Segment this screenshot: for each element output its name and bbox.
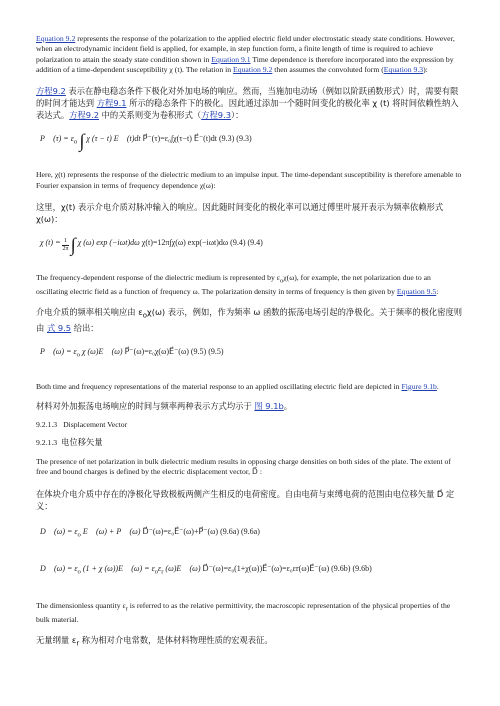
equation-lhs: D⃗ (ω) = ε: [40, 564, 78, 574]
subscript: r: [76, 640, 80, 649]
fraction-denominator: 2π: [62, 246, 69, 253]
text: 中的关系则变为卷积形式（: [99, 109, 202, 120]
paragraph-zh-2: 这里，χ(t) 表示介电介质对脉冲输入的响应。因此随时间变化的极化率可以通过傅里叶展开表示为频率依赖形式 χ(ω)：: [36, 202, 444, 225]
equation-9-5: [40, 346, 464, 362]
text: 给出：: [71, 323, 99, 334]
text: .: [436, 381, 439, 391]
subscript: o: [73, 138, 78, 146]
subscript: o: [77, 531, 81, 539]
text: 。: [283, 401, 293, 412]
text: :: [436, 286, 439, 296]
equation-middle: (1 + χ (ω))E⃗ (ω) = ε: [82, 564, 155, 574]
text: 无量纲量 ε: [36, 635, 77, 646]
text: ):: [423, 65, 428, 75]
text: χ(ω), for example, the net polarization due to an oscillating electric field as a function of frequency ω. The polarization density in terms of frequency is then given by: [36, 273, 431, 296]
paragraph-zh-5: 在体块介电介质中存在的净极化导致极板两侧产生相反的电荷密度。自由电荷与束缚电荷的范围由电位移矢量 D⃗ 定义：: [36, 488, 455, 511]
fraction-numerator: 1: [63, 238, 67, 245]
text: is referred to as the relative permittivity, the macroscopic representation of the physical properties of the bulk material.: [36, 601, 451, 624]
equation-9-2-link-zh[interactable]: 方程9.2: [69, 109, 99, 120]
subscript: o: [142, 312, 147, 321]
equation-9-1-link-zh[interactable]: 方程9.1: [96, 97, 127, 108]
equation-lhs: χ (t) =: [40, 238, 61, 248]
text: χ(ω) 表示，例如，作为频率 ω 函数的振荡电场引起的净极化。关于频率的极化密度则由: [36, 307, 463, 334]
section-title: Displacement Vector: [63, 420, 128, 430]
equation-alt-text: D⃗⁻(ω)=ε₀(1+χ(ω))E⃗⁻(ω)=ε₀εr(ω)E⃗⁻(ω) (9.6b) (9.6b): [202, 564, 372, 574]
equation-9-6b: [40, 563, 464, 579]
equation-9-5-link-zh[interactable]: 式 9.5: [46, 323, 72, 334]
equation-alt-text: χ(t)=12π∫χ(ω) exp(−iωt)dω (9.4) (9.4): [141, 238, 263, 248]
text: Time dependence is therefore incorporated into the expression by addition of a time-dependent susceptibility χ (t). The relation in: [36, 54, 454, 75]
text: 介电介质的频率相关响应由 ε: [36, 307, 143, 318]
equation-lhs: P⃗ (τ) = ε: [40, 133, 74, 143]
integral-sign: ∫: [79, 130, 85, 152]
section-number: 9.2.1.3: [36, 420, 58, 430]
subscript: o: [154, 569, 159, 577]
equation-alt-text: D⃗⁻(ω)=ε₀E⃗⁻(ω)+P⃗⁻(ω) (9.6a) (9.6a): [142, 526, 260, 536]
equation-9-4: [40, 235, 464, 257]
equation-lhs: P⃗ (ω) = ε: [40, 347, 77, 357]
paragraph-zh-1: [36, 85, 464, 121]
text: then assumes the convoluted form (: [272, 65, 384, 75]
paragraph-zh-6: [36, 634, 464, 650]
subscript: o: [77, 569, 81, 577]
equation-alt-text: P⃗⁻(τ)=ε₀∫χ(τ−t) E⃗⁻(t)dt (9.3) (9.3): [142, 133, 252, 143]
paragraph-en-2: Here, χ(t) represents the response of the dielectric medium to an impulse input. The time-dependant susceptibility is therefore amenable to Fourier expansion in terms of frequency dependence χ(ω):: [36, 170, 462, 190]
equation-rhs: χ (ω)E⃗ (ω): [81, 347, 123, 357]
equation-9-3: [40, 130, 464, 152]
equation-9-3-link[interactable]: Equation 9.3: [383, 65, 424, 75]
paragraph-en-4: [36, 382, 464, 392]
paragraph-zh-3: [36, 306, 464, 334]
fraction: [62, 238, 68, 253]
equation-9-5-link[interactable]: Equation 9.5: [396, 286, 437, 296]
text: Both time and frequency representations of the material response to an applied oscillating electric field are depicted in: [36, 381, 402, 391]
section-heading-en: [36, 420, 464, 430]
paragraph-en-3: [36, 273, 464, 297]
text: represents the response of the polarization to the applied electric field under electrostatic steady state conditions. However, when an electrodynamic incident field is applied, for example, in step function form, a finite length of time is required to achieve polarization to attain the steady state condition shown in: [36, 34, 455, 64]
paragraph-en-6: [36, 601, 464, 625]
equation-rhs: χ (τ − t) E⃗ (t)dt: [86, 133, 141, 143]
text: ）：: [231, 109, 244, 120]
section-number: 9.2.1.3: [36, 438, 58, 448]
equation-9-2-link[interactable]: Equation 9.2: [36, 34, 76, 43]
equation-9-2-link[interactable]: Equation 9.2: [233, 65, 273, 75]
paragraph-en-5: The presence of net polarization in bulk dielectric medium results in opposing charge densities on both sides of the plate. The extent of free and bound charges is defined by the electric displacement vector, D⃗ :: [36, 457, 451, 477]
text: The dimensionless quantity ε: [36, 601, 126, 611]
subscript: o: [76, 351, 80, 359]
paragraph-zh-4: [36, 400, 464, 412]
figure-9-1b-link-zh[interactable]: 图 9.1b: [254, 401, 284, 412]
equation-alt-text: P⃗⁻(ω)=ε₀χ(ω)E⃗⁻(ω) (9.5) (9.5): [124, 347, 224, 357]
equation-lhs: D⃗ (ω) = ε: [40, 526, 78, 536]
equation-rhs: χ (ω) exp (−iωt)dω: [77, 238, 140, 248]
subscript: o: [280, 277, 284, 285]
equation-9-2-link-zh[interactable]: 方程9.2: [36, 85, 66, 96]
equation-9-6a: [40, 526, 464, 542]
equation-9-3-link-zh[interactable]: 方程9.3: [201, 109, 231, 120]
section-heading-zh: [36, 436, 464, 448]
text: 表示在静电稳态条件下极化对外加电场的响应。然而，当施加电动场（例如以阶跃函数形式）时，需要有限的时间才能达到: [36, 85, 459, 108]
equation-rhs: (ω)E⃗ (ω): [165, 564, 201, 574]
text: 称为相对介电常数，是体材料物理性质的宏观表征。: [79, 635, 273, 646]
subscript: r: [125, 605, 128, 613]
equation-rhs: E⃗ (ω) + P⃗ (ω): [82, 526, 141, 536]
text: 材料对外加振荡电场响应的时间与频率两种表示方式均示于: [36, 401, 255, 412]
integral-sign: ∫: [70, 235, 76, 257]
section-title: 电位移矢量: [61, 437, 103, 448]
subscript: r: [161, 569, 164, 577]
equation-9-1-link[interactable]: Equation 9.1: [211, 54, 251, 64]
text: 所示的稳态条件下的极化。因此通过添加一个随时间变化的极化率 χ (t) 将时间依赖性纳入表达式。: [36, 97, 459, 120]
paragraph-en-1: [36, 34, 464, 76]
text: The frequency-dependent response of the dielectric medium is represented by ε: [36, 273, 281, 283]
epsilon: ε: [158, 564, 162, 574]
figure-9-1b-link[interactable]: Figure 9.1b: [401, 381, 437, 391]
